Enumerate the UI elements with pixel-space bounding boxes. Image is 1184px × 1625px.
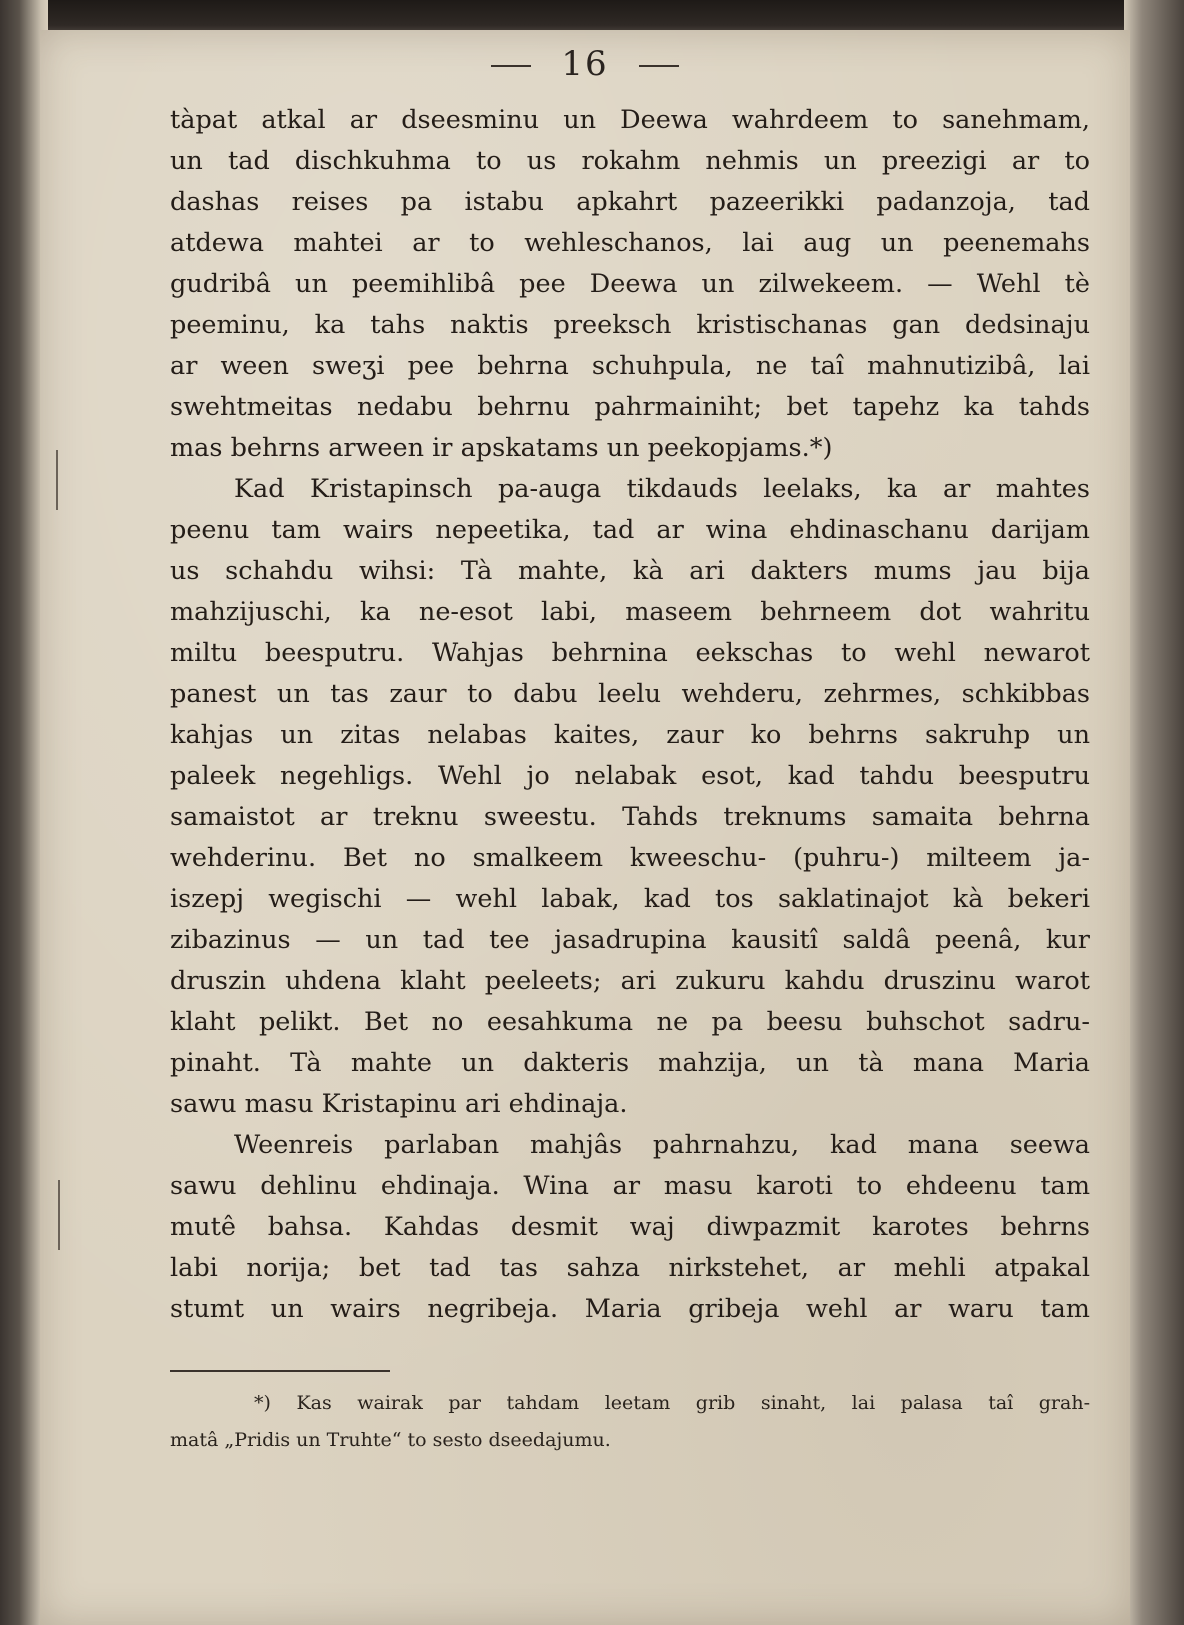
text-line: mas behrns arween ir apskatams un peekopjams.*) — [170, 433, 833, 463]
text-line: swehtmeitas nedabu behrnu pahrmainiht; bet tapehz ka tahds — [170, 392, 1090, 422]
footnote-line: matâ „Pridis un Truhte“ to sesto dseedajumu. — [170, 1429, 611, 1451]
scan-background-right — [1124, 0, 1184, 1625]
text-line: peeminu, ka tahs naktis preeksch kristischanas gan dedsinaju — [170, 310, 1090, 340]
margin-pencil-mark — [58, 1180, 60, 1250]
text-line: Kad Kristapinsch pa-auga tikdauds leelaks, ka ar mahtes — [234, 474, 1090, 504]
text-line: iszepj wegischi — wehl labak, kad tos saklatinajot kà bekeri — [170, 884, 1090, 914]
page-header — [40, 44, 1130, 84]
header-dash-right — [639, 65, 679, 67]
header-dash-left — [491, 65, 531, 67]
text-line: pinaht. Tà mahte un dakteris mahzija, un tà mana Maria — [170, 1048, 1090, 1078]
text-line: mahzijuschi, ka ne-esot labi, maseem behrneem dot wahritu — [170, 597, 1090, 627]
text-line: paleek negehligs. Wehl jo nelabak esot, kad tahdu beesputru — [170, 761, 1090, 791]
margin-pencil-mark — [56, 450, 58, 510]
text-line: labi norija; bet tad tas sahza nirkstehet, ar mehli atpakal — [170, 1253, 1090, 1283]
text-line: samaistot ar treknu sweestu. Tahds treknums samaita behrna — [170, 802, 1090, 832]
text-line: sawu masu Kristapinu ari ehdinaja. — [170, 1089, 628, 1119]
footnote-line: *) Kas wairak par tahdam leetam grib sinaht, lai palasa taî grah- — [254, 1392, 1090, 1414]
text-line: zibazinus — un tad tee jasadrupina kausitî saldâ peenâ, kur — [170, 925, 1090, 955]
text-line: mutê bahsa. Kahdas desmit waj diwpazmit karotes behrns — [170, 1212, 1090, 1242]
text-line: sawu dehlinu ehdinaja. Wina ar masu karoti to ehdeenu tam — [170, 1171, 1090, 1201]
text-line: kahjas un zitas nelabas kaites, zaur ko behrns sakruhp un — [170, 720, 1090, 750]
footnote — [170, 1385, 1090, 1459]
page-number: 16 — [561, 44, 609, 84]
text-line: miltu beesputru. Wahjas behrnina eekschas to wehl newarot — [170, 638, 1090, 668]
text-line: atdewa mahtei ar to wehleschanos, lai aug un peenemahs — [170, 228, 1090, 258]
text-line: wehderinu. Bet no smalkeem kweeschu- (puhru-) milteem ja- — [170, 843, 1090, 873]
text-line: peenu tam wairs nepeetika, tad ar wina ehdinaschanu darijam — [170, 515, 1090, 545]
text-line: us schahdu wihsi: Tà mahte, kà ari dakters mums jau bija — [170, 556, 1090, 586]
text-line: Weenreis parlaban mahjâs pahrnahzu, kad mana seewa — [234, 1130, 1090, 1160]
text-line: druszin uhdena klaht peeleets; ari zukuru kahdu druszinu warot — [170, 966, 1090, 996]
footnote-separator — [170, 1370, 390, 1372]
text-line: tàpat atkal ar dseesminu un Deewa wahrdeem to sanehmam, — [170, 105, 1090, 135]
text-line: stumt un wairs negribeja. Maria gribeja wehl ar waru tam — [170, 1294, 1090, 1324]
text-line: dashas reises pa istabu apkahrt pazeerikki padanzoja, tad — [170, 187, 1090, 217]
text-line: ar ween sweʒi pee behrna schuhpula, ne taî mahnutizibâ, lai — [170, 351, 1090, 381]
text-line: un tad dischkuhma to us rokahm nehmis un preezigi ar to — [170, 146, 1090, 176]
text-line: klaht pelikt. Bet no eesahkuma ne pa beesu buhschot sadru- — [170, 1007, 1090, 1037]
book-page — [40, 30, 1130, 1625]
text-line: gudribâ un peemihlibâ pee Deewa un zilwekeem. — Wehl tè — [170, 269, 1090, 299]
text-line: panest un tas zaur to dabu leelu wehderu, zehrmes, schkibbas — [170, 679, 1090, 709]
body-text — [170, 100, 1090, 1330]
